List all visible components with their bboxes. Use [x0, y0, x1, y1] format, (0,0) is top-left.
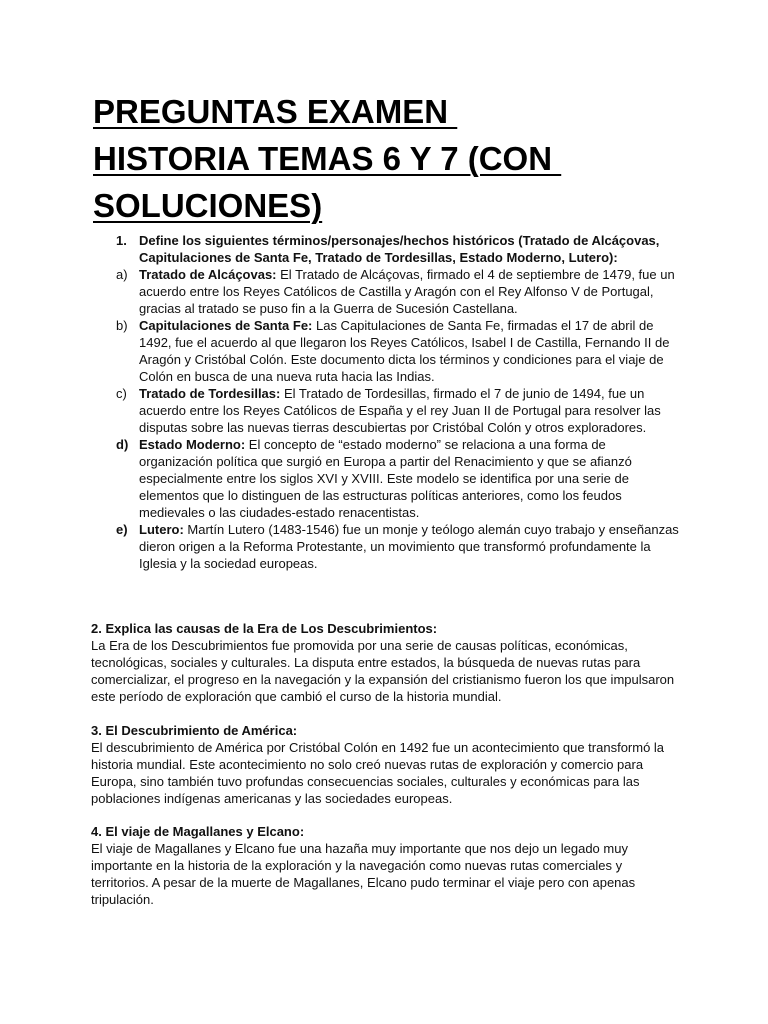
- term-label: Estado Moderno:: [139, 437, 246, 452]
- list-number: 1.: [116, 233, 127, 248]
- list-marker: a): [116, 267, 128, 282]
- term-definition: El Tratado de Tordesillas, firmado el 7 de junio de 1494, fue un acuerdo entre los Reyes Católicos de España y el rey Juan II de Portugal para resolver las disputas sobre las nuevas tierras descubiertas por Cristóbal Colón y otros exploradores.: [139, 386, 661, 435]
- title-line-text: HISTORIA TEMAS 6 Y 7 (CON: [93, 140, 562, 177]
- list-item: [0, 266, 679, 317]
- term-definition: Las Capitulaciones de Santa Fe, firmadas el 17 de abril de 1492, fue el acuerdo al que llegaron los Reyes Católicos, Isabel I de Castilla, Fernando II de Aragón y Cristóbal Colón. Este documento dicta los términos y condiciones para el viaje de Colón en busca de una nueva ruta hacia las Indias.: [139, 318, 670, 384]
- question-4: [91, 823, 681, 908]
- title-line: [93, 135, 683, 182]
- term-label: Tratado de Alcáçovas:: [139, 267, 277, 282]
- term-label: Tratado de Tordesillas:: [139, 386, 281, 401]
- list-item: [0, 436, 679, 521]
- title-line: [93, 88, 683, 135]
- list-marker: c): [116, 386, 127, 401]
- question-3: [91, 722, 681, 807]
- list-marker: d): [116, 437, 129, 452]
- list-item: [0, 521, 679, 572]
- title-line-text: SOLUCIONES): [93, 187, 323, 224]
- section-text: El descubrimiento de América por Cristóbal Colón en 1492 fue un acontecimiento que transformó la historia mundial. Este acontecimiento no solo creó nuevas rutas de exploración y comercio para Europa, sino también tuvo profundas consecuencias sociales, culturales y económicas para las poblaciones indígenas americanas y las sociedades europeas.: [91, 740, 665, 806]
- section-heading: 3. El Descubrimiento de América:: [91, 723, 298, 738]
- question-1: [0, 232, 768, 572]
- list-marker: b): [116, 318, 128, 333]
- term-definition: El Tratado de Alcáçovas, firmado el 4 de septiembre de 1479, fue un acuerdo entre los Reyes Católicos de Castilla y Aragón con el Rey Alfonso V de Portugal, gracias al tratado se puso fin a la Guerra de Sucesión Castellana.: [139, 267, 675, 316]
- term-definition: El concepto de “estado moderno” se relaciona a una forma de organización política que surgió en Europa a partir del Renacimiento y que se afianzó especialmente entre los siglos XVI y XVIII. Este modelo se identifica por una serie de elementos que lo distinguen de las estructuras políticas anteriores, como los feudos medievales o las ciudades-estado renacentistas.: [139, 437, 632, 520]
- section-text: La Era de los Descubrimientos fue promovida por una serie de causas políticas, económicas, tecnológicas, sociales y culturales. La disputa entre estados, la búsqueda de nuevas rutas para comercializar, el progreso en la navegación y la expansión del cristianismo fueron los que impulsaron este período de exploración que cambió el curso de la historia mundial.: [91, 638, 675, 704]
- question-2: [91, 620, 681, 705]
- list-item: [0, 385, 679, 436]
- term-definition: Martín Lutero (1483-1546) fue un monje y teólogo alemán cuyo trabajo y enseñanzas dieron origen a la Reforma Protestante, un movimiento que transformó profundamente la Iglesia y la sociedad europeas.: [139, 522, 679, 571]
- question-heading-text: Define los siguientes términos/personajes/hechos históricos (Tratado de Alcáçovas, Capitulaciones de Santa Fe, Tratado de Tordesillas, Estado Moderno, Lutero):: [139, 233, 660, 265]
- document-title: [93, 88, 683, 229]
- term-label: Capitulaciones de Santa Fe:: [139, 318, 313, 333]
- question-1-heading: [0, 232, 679, 266]
- list-item: [0, 317, 679, 385]
- section-text: El viaje de Magallanes y Elcano fue una hazaña muy importante que nos dejo un legado muy importante en la historia de la exploración y la navegación como nuevas rutas comerciales y territorios. A pesar de la muerte de Magallanes, Elcano pudo terminar el viaje pero con apenas tripulación.: [91, 841, 636, 907]
- section-heading: 4. El viaje de Magallanes y Elcano:: [91, 824, 305, 839]
- section-heading: 2. Explica las causas de la Era de Los Descubrimientos:: [91, 621, 438, 636]
- list-marker: e): [116, 522, 128, 537]
- title-line-text: PREGUNTAS EXAMEN: [93, 93, 458, 130]
- term-label: Lutero:: [139, 522, 184, 537]
- title-line: [93, 182, 683, 229]
